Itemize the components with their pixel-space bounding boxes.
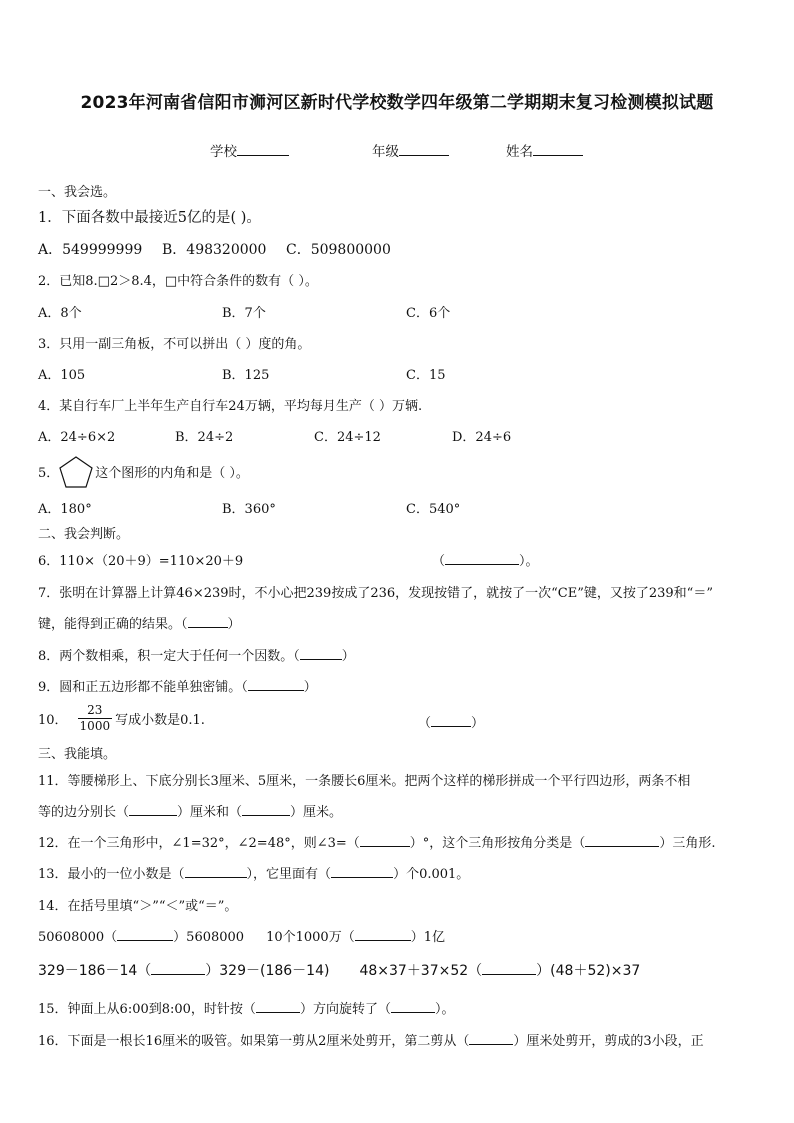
- q4-option-a[interactable]: A．24÷6×2: [38, 430, 116, 445]
- q10-stem: 10． $\frac{23}{1000}$ 写成小数是0.1.: [38, 703, 205, 733]
- q14-row-1: 50608000（ ）5608000 10个1000万（ ）1亿: [38, 930, 445, 945]
- q14-row-2: 329－186－14（ ）329－(186－14) 48×37＋37×52（ ）(48＋52)×37: [38, 963, 641, 979]
- q5-option-c[interactable]: C．540°: [406, 502, 461, 517]
- q2-option-b[interactable]: B．7个: [222, 306, 266, 321]
- q1-stem: 1．下面各数中最接近5亿的是( )。: [38, 210, 261, 226]
- q13-stem: 13．最小的一位小数是（ ），它里面有（ ）个0.001。: [38, 867, 470, 882]
- q12-blank-1[interactable]: [360, 834, 410, 847]
- school-blank[interactable]: [237, 143, 289, 156]
- q14-blank-2[interactable]: [355, 928, 411, 941]
- q11-line1: 11．等腰梯形上、下底分别长3厘米、5厘米，一条腰长6厘米。把两个这样的梯形拼成一个平行四边形，两条不相: [38, 774, 691, 789]
- q2-option-a[interactable]: A．8个: [38, 306, 82, 321]
- section-2-heading: 二、我会判断。: [38, 527, 130, 542]
- q10-answer: （ ）: [418, 716, 485, 731]
- q8-stem: 8．两个数相乘，积一定大于任何一个因数。（ ）: [38, 649, 355, 664]
- q6-blank[interactable]: [445, 552, 519, 565]
- q4-option-c[interactable]: C．24÷12: [314, 430, 381, 445]
- name-label: 姓名: [506, 144, 533, 160]
- q15-blank-2[interactable]: [391, 1000, 435, 1013]
- q4-option-d[interactable]: D．24÷6: [452, 430, 512, 445]
- q12-blank-2[interactable]: [585, 834, 659, 847]
- q11-line2: 等的边分别长（ ）厘米和（ ）厘米。: [38, 805, 343, 820]
- q1-option-c[interactable]: C．509800000: [286, 242, 391, 258]
- q3-option-a[interactable]: A．105: [38, 368, 86, 383]
- q6-stem: 6．110×（20＋9）=110×20＋9: [38, 554, 244, 569]
- name-field: [506, 140, 583, 160]
- section-3-heading: 三、我能填。: [38, 747, 117, 762]
- q3-option-c[interactable]: C．15: [406, 368, 446, 383]
- q8-blank[interactable]: [300, 647, 342, 660]
- q13-blank-1[interactable]: [185, 865, 247, 878]
- q14-blank-4[interactable]: [482, 962, 536, 975]
- q15-blank-1[interactable]: [256, 1000, 300, 1013]
- section-1-heading: 一、我会选。: [38, 185, 117, 200]
- q5-option-a[interactable]: A．180°: [38, 502, 92, 517]
- q9-blank[interactable]: [248, 678, 304, 691]
- q16-stem: 16．下面是一根长16厘米的吸管。如果第一剪从2厘米处剪开，第二剪从（ ）厘米处剪开，剪成的3小段，正: [38, 1034, 704, 1049]
- q10-fraction: $\frac{23}{1000}$: [79, 703, 111, 733]
- q13-blank-2[interactable]: [331, 865, 393, 878]
- q7-line2: 键，能得到正确的结果。（ ）: [38, 617, 241, 632]
- q3-stem: 3．只用一副三角板，不可以拼出（ ）度的角。: [38, 337, 311, 352]
- q14-blank-1[interactable]: [117, 928, 173, 941]
- school-field: [210, 140, 289, 160]
- q6-answer: （ ）。: [432, 554, 539, 569]
- q16-blank-1[interactable]: [469, 1032, 513, 1045]
- exam-title: 2023年河南省信阳市浉河区新时代学校数学四年级第二学期期末复习检测模拟试题: [80, 93, 714, 113]
- q1-option-a[interactable]: A．549999999: [38, 242, 143, 258]
- q10-blank[interactable]: [431, 714, 471, 727]
- school-label: 学校: [210, 144, 237, 160]
- pentagon-figure: [58, 455, 94, 489]
- q11-blank-2[interactable]: [242, 803, 290, 816]
- q1-option-b[interactable]: B．498320000: [162, 242, 267, 258]
- q7-line1: 7．张明在计算器上计算46×239时，不小心把239按成了236，发现按错了，就按了一次“CE”键，又按了239和“＝”: [38, 586, 713, 601]
- q12-stem: 12．在一个三角形中，∠1=32°，∠2=48°，则∠3=（ ）°，这个三角形按角分类是（ ）三角形.: [38, 836, 716, 851]
- q2-option-c[interactable]: C．6个: [406, 306, 451, 321]
- q15-stem: 15．钟面上从6:00到8:00，时针按（ ）方向旋转了（ ）。: [38, 1002, 455, 1017]
- grade-field: [372, 140, 449, 160]
- q14-blank-3[interactable]: [151, 962, 205, 975]
- q5-text: 这个图形的内角和是（ ）。: [95, 466, 249, 481]
- q2-stem: 2．已知8.□2＞8.4，□中符合条件的数有（ ）。: [38, 274, 318, 289]
- name-blank[interactable]: [533, 143, 583, 156]
- q9-stem: 9．圆和正五边形都不能单独密铺。（ ）: [38, 680, 317, 695]
- q7-blank[interactable]: [188, 615, 228, 628]
- q11-blank-1[interactable]: [129, 803, 177, 816]
- q5-option-b[interactable]: B．360°: [222, 502, 276, 517]
- q14-stem: 14．在括号里填“＞”“＜”或“＝”。: [38, 899, 238, 914]
- q4-option-b[interactable]: B．24÷2: [175, 430, 234, 445]
- q5-number: 5．: [38, 466, 60, 481]
- q4-stem: 4．某自行车厂上半年生产自行车24万辆，平均每月生产（ ）万辆.: [38, 399, 423, 414]
- grade-blank[interactable]: [399, 143, 449, 156]
- q3-option-b[interactable]: B．125: [222, 368, 270, 383]
- grade-label: 年级: [372, 144, 399, 160]
